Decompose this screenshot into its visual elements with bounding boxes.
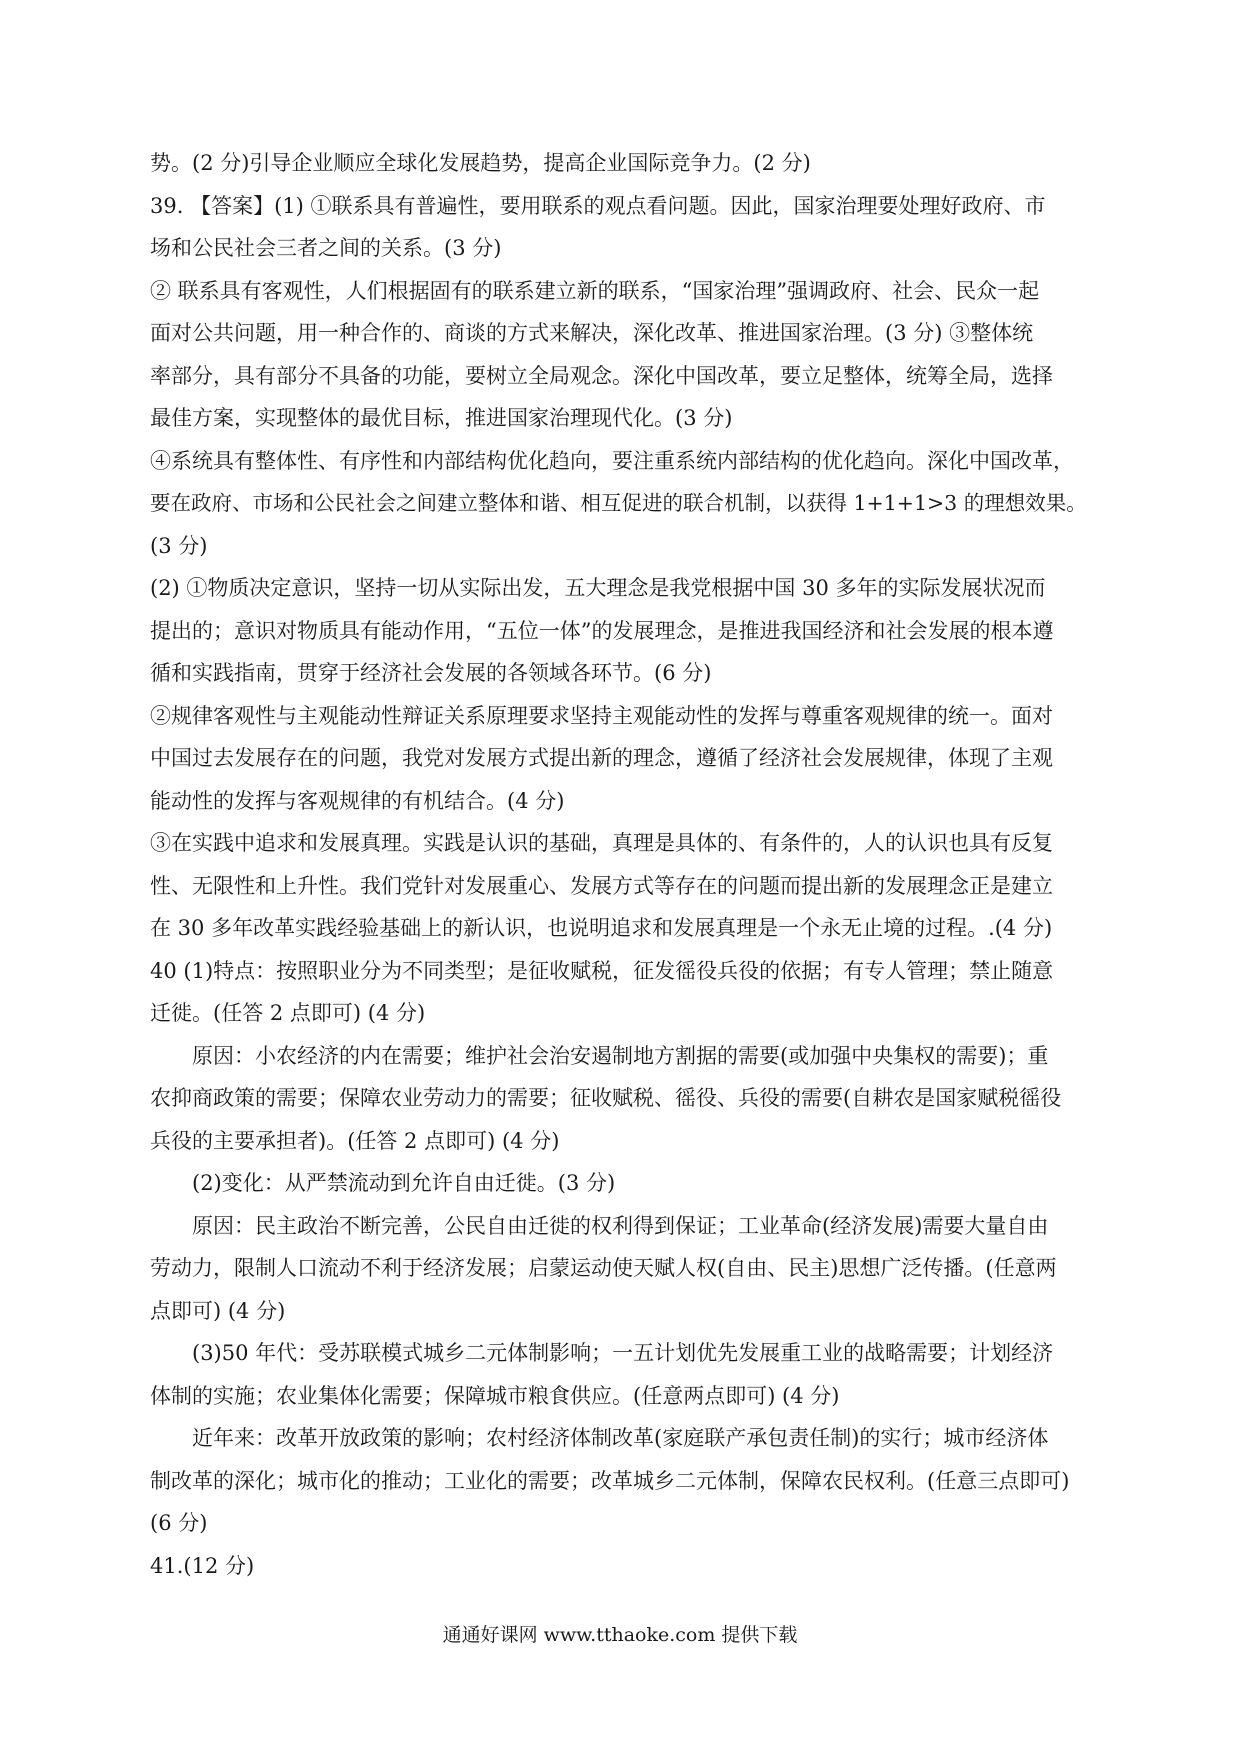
text-line: 在 30 多年改革实践经验基础上的新认识，也说明追求和发展真理是一个永无止境的过程。.(4 分) [150,916,1053,940]
text-line: (3)50 年代：受苏联模式城乡二元体制影响；一五计划优先发展重工业的战略需要；计划经济 [192,1341,1054,1365]
text-line: 41.(12 分) [150,1553,255,1578]
text-line: ②规律客观性与主观能动性辩证关系原理要求坚持主观能动性的发挥与尊重客观规律的统一。面对 [150,703,1053,728]
text-line: 能动性的发挥与客观规律的有机结合。(4 分) [150,788,565,813]
text-line: (2) ①物质决定意识，坚持一切从实际出发，五大理念是我党根据中国 30 多年的实际发展状况而 [150,576,1046,600]
text-line: (3 分) [150,533,208,558]
text-line: (2)变化：从严禁流动到允许自由迁徙。(3 分) [192,1171,616,1195]
text-line: 场和公民社会三者之间的关系。(3 分) [150,236,502,260]
text-line: 原因：民主政治不断完善，公民自由迁徙的权利得到保证；工业革命(经济发展)需要大量自由 [192,1213,1049,1238]
text-line: 性、无限性和上升性。我们党针对发展重心、发展方式等存在的问题而提出新的发展理念正是建立 [150,873,1053,898]
text-line: 劳动力，限制人口流动不利于经济发展；启蒙运动使天赋人权(自由、民主)思想广泛传播。(任意两 [150,1256,1057,1280]
text-line: 制改革的深化；城市化的推动；工业化的需要；改革城乡二元体制，保障农民权利。(任意三点即可) [150,1468,1070,1493]
footer-credit: 通通好课网 www.tthaoke.com 提供下载 [442,1624,798,1646]
text-line: ③在实践中追求和发展真理。实践是认识的基础，真理是具体的、有条件的，人的认识也具有反复 [150,831,1053,855]
text-line: 40 (1)特点：按照职业分为不同类型；是征收赋税，征发徭役兵役的依据；有专人管理；禁止随意 [150,958,1054,983]
text-line: 率部分，具有部分不具备的功能，要树立全局观念。深化中国改革，要立足整体，统筹全局，选择 [150,363,1053,388]
text-line: 原因：小农经济的内在需要；维护社会治安遏制地方割据的需要(或加强中央集权的需要)；重 [192,1043,1049,1068]
text-line: 循和实践指南，贯穿于经济社会发展的各领域各环节。(6 分) [150,661,712,685]
answer-text [150,142,1100,1587]
text-line: (6 分) [150,1511,208,1535]
text-line: 提出的；意识对物质具有能动作用，“五位一体”的发展理念，是推进我国经济和社会发展的根本遵 [150,618,1054,643]
text-line: 最佳方案，实现整体的最优目标，推进国家治理现代化。(3 分) [150,406,733,430]
text-line: 中国过去发展存在的问题，我党对发展方式提出新的理念，遵循了经济社会发展规律，体现了主观 [150,746,1053,770]
text-line: ④系统具有整体性、有序性和内部结构优化趋向，要注重系统内部结构的优化趋向。深化中国改革， [150,448,1074,473]
text-line: 39. 【答案】(1) ①联系具有普遍性，要用联系的观点看问题。因此，国家治理要处理好政府、市 [150,193,1046,218]
text-line: 势。(2 分)引导企业顺应全球化发展趋势，提高企业国际竞争力。(2 分) [150,151,811,175]
text-line: 兵役的主要承担者)。(任答 2 点即可) (4 分) [150,1128,560,1153]
text-line: 农抑商政策的需要；保障农业劳动力的需要；征收赋税、徭役、兵役的需要(自耕农是国家赋税徭役 [150,1086,1062,1110]
text-line: ② 联系具有客观性，人们根据固有的联系建立新的联系，“国家治理”强调政府、社会、民众一起 [150,278,1040,303]
text-line: 面对公共问题，用一种合作的、商谈的方式来解决，深化改革、推进国家治理。(3 分) ③整体统 [150,321,1034,345]
text-line: 点即可) (4 分) [150,1298,286,1323]
text-line: 要在政府、市场和公民社会之间建立整体和谐、相互促进的联合机制，以获得 1+1+1>3 的理想效果。 [150,491,1087,515]
text-line: 近年来：改革开放政策的影响；农村经济体制改革(家庭联产承包责任制)的实行；城市经济体 [192,1426,1049,1450]
text-line: 迁徙。(任答 2 点即可) (4 分) [150,1001,426,1025]
text-line: 体制的实施；农业集体化需要；保障城市粮食供应。(任意两点即可) (4 分) [150,1383,840,1408]
